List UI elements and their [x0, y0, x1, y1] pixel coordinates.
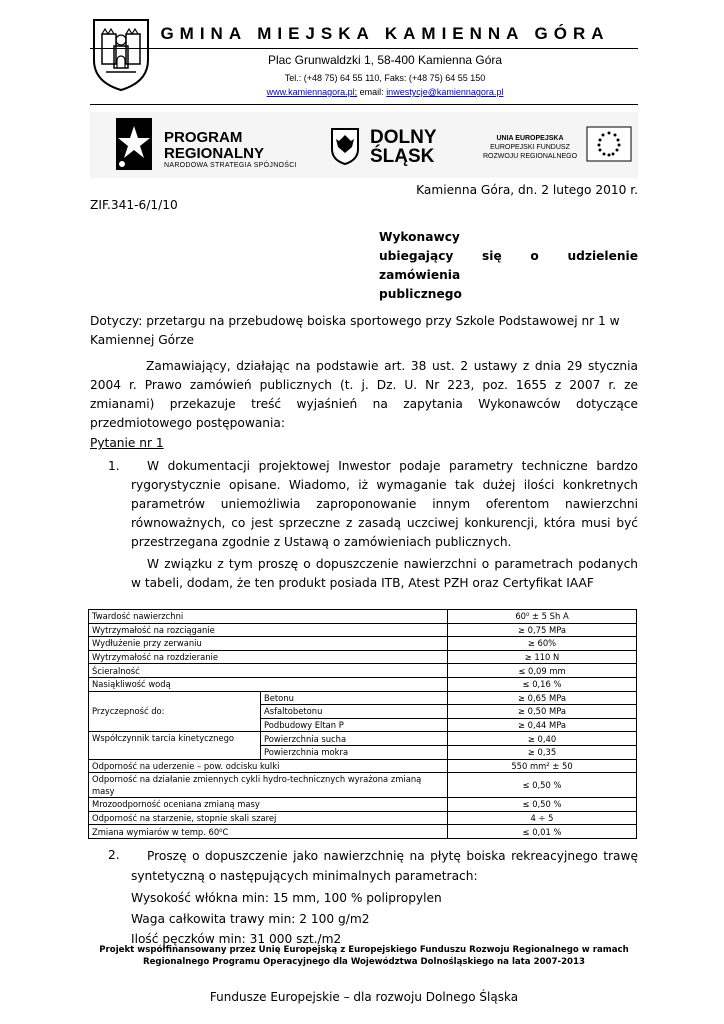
table-cell-value: ≥ 0,40: [448, 732, 637, 746]
place-and-date: Kamienna Góra, dn. 2 lutego 2010 r.: [416, 183, 638, 197]
table-row: [89, 623, 637, 637]
item2-number: 2.: [108, 848, 120, 862]
contact-phone: Tel.: (+48 75) 64 55 110, Faks: (+48 75) 64 55 150: [284, 73, 486, 83]
funding-logos: [90, 112, 638, 178]
eu-line2: EUROPEJSKI FUNDUSZ: [490, 144, 570, 151]
table-cell-value: ≥ 0,35: [448, 745, 637, 759]
eu-line1: UNIA EUROPEJSKA: [496, 135, 564, 142]
table-cell-label: Wydłużenie przy zerwaniu: [89, 637, 448, 651]
footer-slogan: Fundusze Europejskie – dla rozwoju Dolnego Śląska: [209, 990, 519, 1004]
table-cell-sub: Asfaltobetonu: [261, 705, 448, 719]
table-row: [89, 825, 637, 839]
program-star-icon: [112, 116, 156, 172]
email-label: email:: [359, 87, 384, 97]
table-row: [89, 798, 637, 812]
item1-text: [131, 457, 638, 593]
website-link[interactable]: www.kamiennagora.pl;: [266, 87, 358, 97]
table-cell-value: ≥ 110 N: [448, 650, 637, 664]
table-row: [89, 732, 637, 746]
intro-paragraph: [90, 357, 638, 433]
table-row: [89, 637, 637, 651]
table-cell-value: ≤ 0,50 %: [448, 773, 637, 798]
subject-line: Dotyczy: przetargu na przebudowę boiska sportowego przy Szkole Podstawowej nr 1 w Kamiennej Górze: [90, 314, 620, 347]
question-heading: Pytanie nr 1: [90, 436, 164, 450]
item1-paragraph1: W dokumentacji projektowej Inwestor podaje parametry techniczne bardzo rygorystycznie opisane. Wiadomo, iż wymaganie tak dużej ilości konkretnych parametrów uniemożliwia zaproponowanie innym oferentom nawierzchni równoważnych, co jest sprzeczne z zasadą uczciwej konkurencji, która musi być przestrzegana zgodnie z Ustawą o zamówieniach publicznych.: [131, 459, 638, 549]
item2-text: [131, 846, 638, 886]
table-cell-value: ≥ 0,44 MPa: [448, 718, 637, 732]
table-cell-label: Odporność na starzenie, stopnie skali szarej: [89, 811, 448, 825]
eu-fund-logo: [480, 134, 580, 161]
table-cell-sub: Betonu: [261, 691, 448, 705]
table-row: [89, 664, 637, 678]
table-cell-group-label: Współczynnik tarcia kinetycznego: [89, 732, 261, 759]
dolny-slask-logo: [370, 128, 437, 166]
dolny-line2: ŚLĄSK: [370, 146, 435, 167]
table-row: [89, 650, 637, 664]
item1-number: 1.: [108, 459, 120, 473]
table-row: [89, 773, 637, 798]
table-cell-label: Ścieralność: [89, 664, 448, 678]
table-cell-label: Mrozoodporność oceniana zmianą masy: [89, 798, 448, 812]
eu-line3: ROZWOJU REGIONALNEGO: [482, 153, 578, 160]
program-line1: PROGRAM: [164, 129, 243, 146]
eagle-shield-icon: [330, 127, 360, 165]
intro-text: Zamawiający, działając na podstawie art. 38 ust. 2 ustawy z dnia 29 stycznia 2004 r. Prawo zamówień publicznych (t. j. Dz. U. Nr 223, poz. 1655 z 2007 r. ze zmianami) przekazuje treść wyjaśnień na zapytania Wykonawców dotyczące przedmiotowego postępowania:: [90, 359, 638, 430]
email-link[interactable]: inwestycje@kamiennagora.pl: [386, 87, 504, 97]
cofinancing-note: Projekt współfinansowany przez Unię Europejską z Europejskiego Funduszu Rozwoju Regionalnego w ramach Regionalnego Programu Operacyjnego dla Województwa Dolnośląskiego na lata 2007-2013: [99, 945, 629, 967]
table-cell-group-label: Przyczepność do:: [89, 691, 261, 732]
table-cell-sub: Powierzchnia mokra: [261, 745, 448, 759]
city-crest-logo: [90, 16, 152, 92]
program-subtitle: NARODOWA STRATEGIA SPÓJNOŚCI: [164, 162, 297, 169]
table-cell-label: Odporność na uderzenie – pow. odcisku kulki: [89, 759, 448, 773]
addressee-line2: ubiegający się o udzielenie zamówienia: [379, 249, 638, 282]
dolny-line1: DOLNY: [370, 127, 437, 148]
addressee-line1: Wykonawcy: [379, 230, 460, 244]
item1-paragraph2: W związku z tym proszę o dopuszczenie nawierzchni o parametrach podanych w tabeli, dodam, że ten produkt posiada ITB, Atest PZH oraz Certyfikat IAAF: [131, 557, 638, 590]
table-cell-label: Zmiana wymiarów w temp. 60⁰C: [89, 825, 448, 839]
table-cell-sub: Podbudowy Eltan P: [261, 718, 448, 732]
table-cell-value: ≤ 0,01 %: [448, 825, 637, 839]
reference-number: ZIF.341-6/1/10: [90, 198, 178, 212]
requirement-fiber-height: Wysokość włókna min: 15 mm, 100 % polipropylen: [131, 891, 442, 905]
addressee: [379, 228, 638, 304]
municipality-title: GMINA MIEJSKA KAMIENNA GÓRA: [160, 24, 610, 43]
table-cell-label: Twardość nawierzchni: [89, 610, 448, 624]
table-row: [89, 677, 637, 691]
table-row: [89, 691, 637, 705]
item2-paragraph: Proszę o dopuszczenie jako nawierzchnię na płytę boiska rekreacyjnego trawę syntetyczną o następujących minimalnych parametrach:: [131, 849, 638, 883]
header-divider: [90, 48, 638, 49]
requirement-weight: Waga całkowita trawy min: 2 100 g/m2: [131, 912, 370, 926]
table-cell-value: ≥ 0,50 MPa: [448, 705, 637, 719]
table-cell-value: 550 mm² ± 50: [448, 759, 637, 773]
table-cell-label: Wytrzymałość na rozdzieranie: [89, 650, 448, 664]
header-divider-bottom: [90, 104, 638, 105]
eu-flag-icon: [586, 126, 632, 162]
table-row: [89, 759, 637, 773]
specification-table: [88, 609, 637, 839]
table-cell-value: 60⁰ ± 5 Sh A: [448, 610, 637, 624]
addressee-line3: publicznego: [379, 287, 462, 301]
municipality-address: Plac Grunwaldzki 1, 58-400 Kamienna Góra: [267, 53, 503, 67]
table-cell-value: ≤ 0,50 %: [448, 798, 637, 812]
table-cell-value: ≥ 0,65 MPa: [448, 691, 637, 705]
table-row: [89, 610, 637, 624]
program-regionalny-logo: [164, 130, 297, 169]
table-cell-sub: Powierzchnia sucha: [261, 732, 448, 746]
table-cell-value: ≥ 60%: [448, 637, 637, 651]
table-cell-value: ≥ 0,75 MPa: [448, 623, 637, 637]
table-cell-value: ≤ 0,16 %: [448, 677, 637, 691]
table-cell-label: Nasiąkliwość wodą: [89, 677, 448, 691]
table-cell-value: ≤ 0,09 mm: [448, 664, 637, 678]
table-cell-label: Wytrzymałość na rozciąganie: [89, 623, 448, 637]
program-line2: REGIONALNY: [164, 145, 265, 162]
table-cell-value: 4 ÷ 5: [448, 811, 637, 825]
table-row: [89, 811, 637, 825]
contact-links: [160, 87, 610, 97]
requirement-tufts: Ilość pęczków min: 31 000 szt./m2: [131, 932, 342, 946]
table-cell-label: Odporność na działanie zmiennych cykli hydro-technicznych wyrażona zmianą masy: [89, 773, 448, 798]
